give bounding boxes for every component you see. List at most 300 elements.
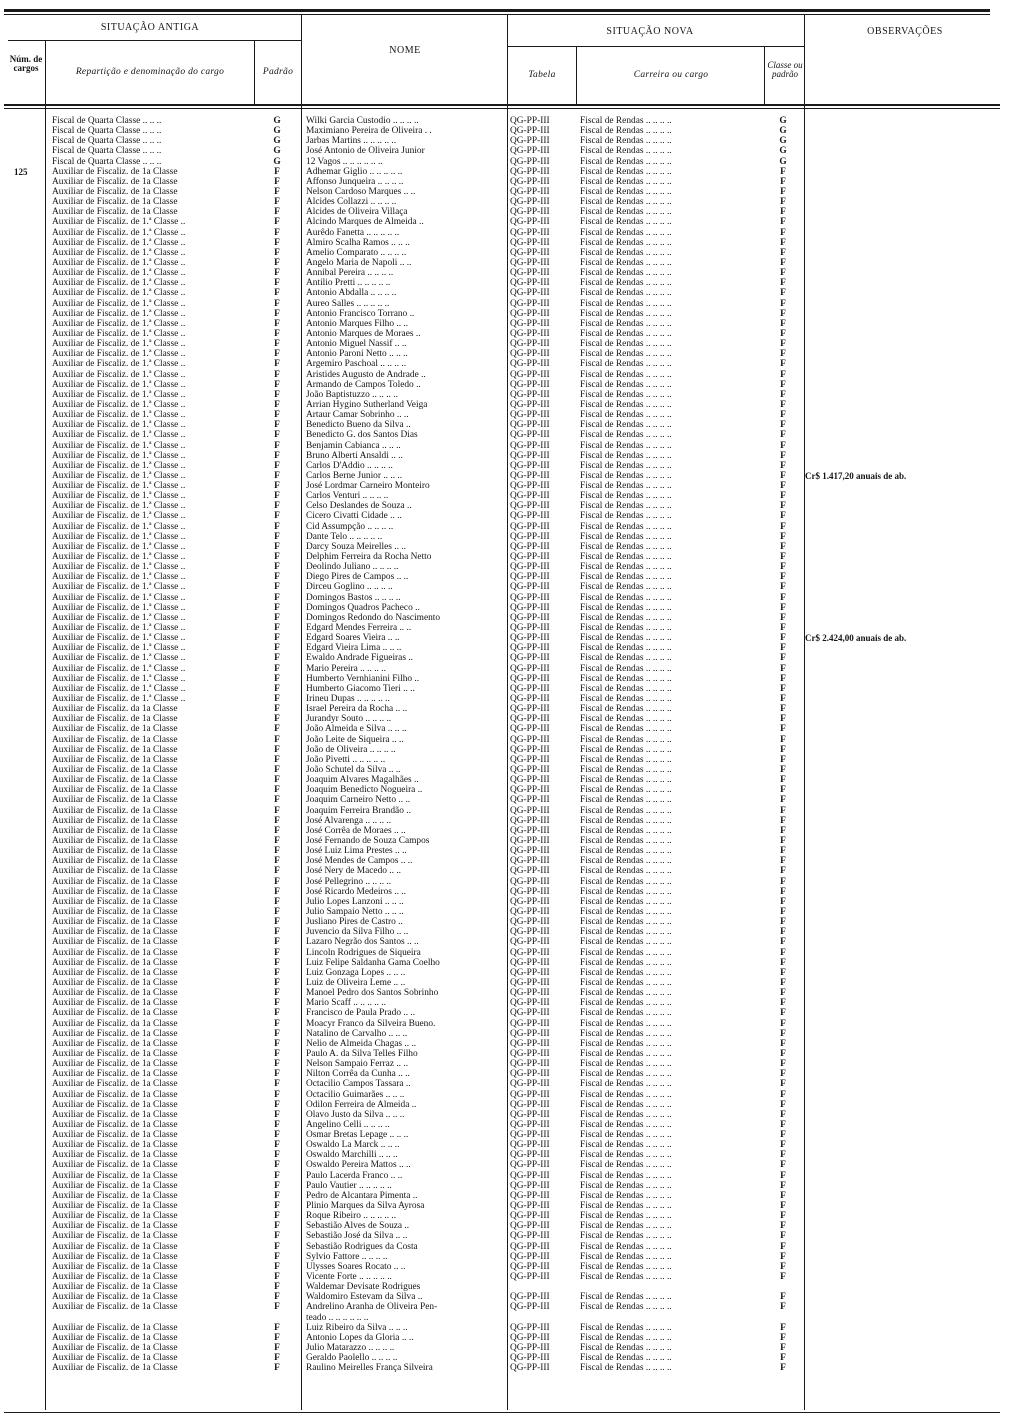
cell-cargo: Auxiliar de Fiscaliz. de 1a Classe [52, 765, 178, 775]
cell-classe: G [779, 116, 787, 126]
cell-padrao: F [274, 704, 280, 715]
cell-padrao: F [274, 653, 280, 664]
table-row [0, 1252, 1032, 1262]
cell-tabela: QG-PP-III [510, 988, 550, 999]
cell-nome: Artaur Camar Sobrinho .. .. [306, 410, 409, 421]
cell-padrao: F [274, 1180, 280, 1191]
cell-carreira: Fiscal de Rendas .. .. .. .. [580, 1048, 672, 1059]
cell-padrao: F [274, 176, 280, 187]
cell-padrao: F [274, 582, 280, 593]
cell-padrao: F [274, 481, 280, 492]
table-row [0, 1333, 1032, 1343]
cell-cargo: Auxiliar de Fiscaliz. de 1a Classe [52, 1322, 178, 1333]
cell-carreira: Fiscal de Rendas .. .. .. .. [580, 1231, 672, 1242]
cell-padrao: F [274, 612, 280, 623]
cell-classe: F [780, 197, 786, 208]
cell-carreira: Fiscal de Rendas .. .. .. .. [580, 592, 672, 603]
top-rule [4, 9, 990, 12]
cell-cargo: Auxiliar de Fiscaliz. de 1a Classe [52, 734, 178, 745]
cell-padrao: F [274, 724, 280, 735]
table-row [0, 390, 1032, 400]
cell-padrao: F [274, 562, 280, 573]
cell-cargo: Auxiliar de Fiscaliz. de 1.ª Classe .. [52, 430, 186, 441]
cell-classe: F [780, 714, 786, 725]
cell-cargo: Fiscal de Quarta Classe .. .. .. [52, 136, 162, 147]
cell-nome: José Corrêa de Moraes .. .. [306, 825, 406, 836]
cell-tabela: QG-PP-III [510, 552, 550, 563]
cell-padrao: F [274, 744, 280, 755]
cell-carreira: Fiscal de Rendas .. .. .. .. [580, 146, 672, 157]
cell-nome: Amelio Comparato .. .. .. .. [306, 247, 407, 258]
cell-cargo: Auxiliar de Fiscaliz. de 1a Classe [52, 1069, 178, 1080]
cell-padrao: F [274, 1150, 280, 1161]
cell-tabela: QG-PP-III [510, 349, 550, 360]
table-row [0, 704, 1032, 714]
cell-cargo: Auxiliar de Fiscaliz. de 1a Classe [52, 1038, 178, 1049]
cell-padrao: F [274, 349, 280, 360]
cell-cargo: Auxiliar de Fiscaliz. de 1.ª Classe .. [52, 562, 186, 573]
cell-cargo: Auxiliar de Fiscaliz. de 1a Classe [52, 1241, 178, 1252]
cell-classe: F [780, 460, 786, 471]
cell-padrao: F [274, 866, 280, 877]
cell-padrao: F [274, 1059, 280, 1070]
col-line-carreira [764, 46, 765, 104]
cell-nome: Armando de Campos Toledo .. [306, 379, 421, 390]
cell-padrao: F [274, 1302, 280, 1313]
cell-tabela: QG-PP-III [510, 389, 550, 400]
table-row [0, 167, 1032, 177]
cell-tabela: QG-PP-III [510, 957, 550, 968]
cell-classe: F [780, 1201, 786, 1212]
table-row [0, 1039, 1032, 1049]
cell-classe: G [779, 156, 787, 167]
table-row [0, 785, 1032, 795]
cell-padrao: F [274, 775, 280, 786]
cell-cargo: Auxiliar de Fiscaliz. de 1.ª Classe .. [52, 278, 186, 289]
cell-cargo: Auxiliar de Fiscaliz. de 1a Classe [52, 1150, 178, 1161]
cell-tabela: QG-PP-III [510, 1190, 550, 1201]
table-row [0, 1221, 1032, 1231]
cell-tabela: QG-PP-III [510, 967, 550, 978]
table-row [0, 1171, 1032, 1181]
cell-classe: F [780, 1099, 786, 1110]
cell-padrao: F [274, 1190, 280, 1201]
cell-tabela: QG-PP-III [510, 1363, 550, 1374]
cell-nome: Carlos D'Addio .. .. .. .. [306, 460, 393, 471]
cell-tabela: QG-PP-III [510, 430, 550, 441]
cell-carreira: Fiscal de Rendas .. .. .. .. [580, 927, 672, 938]
cell-cargo: Auxiliar de Fiscaliz. de 1a Classe [52, 815, 178, 826]
cell-carreira: Fiscal de Rendas .. .. .. .. [580, 116, 672, 126]
cell-cargo: Auxiliar de Fiscaliz. de 1.ª Classe .. [52, 633, 186, 644]
cell-classe: F [780, 562, 786, 573]
cell-padrao: F [274, 1099, 280, 1110]
cell-padrao: F [274, 633, 280, 644]
cell-padrao: F [274, 977, 280, 988]
cell-cargo: Auxiliar de Fiscaliz. de 1.ª Classe .. [52, 389, 186, 400]
cell-nome: Nelson Cardoso Marques .. .. [306, 186, 416, 197]
cell-padrao: F [274, 927, 280, 938]
cell-classe: F [780, 906, 786, 917]
cell-nome: Ewaldo Andrade Figueiras .. [306, 653, 414, 664]
cell-cargo: Auxiliar de Fiscaliz. de 1.ª Classe .. [52, 531, 186, 542]
cell-classe: F [780, 1292, 786, 1303]
cell-carreira: Fiscal de Rendas .. .. .. .. [580, 288, 672, 299]
cell-tabela: QG-PP-III [510, 866, 550, 877]
table-row [0, 288, 1032, 298]
header-subrule-antiga [8, 40, 302, 41]
cell-cargo: Auxiliar de Fiscaliz. de 1.ª Classe .. [52, 399, 186, 410]
cell-cargo: Auxiliar de Fiscaliz. de 1a Classe [52, 1099, 178, 1110]
cell-tabela: QG-PP-III [510, 1028, 550, 1039]
table-row [0, 1029, 1032, 1039]
table-row [0, 562, 1032, 572]
cell-padrao: F [274, 247, 280, 258]
cell-padrao: G [273, 116, 281, 126]
cell-cargo: Auxiliar de Fiscaliz. de 1a Classe [52, 754, 178, 765]
table-row [0, 1090, 1032, 1100]
cell-carreira: Fiscal de Rendas .. .. .. .. [580, 1099, 672, 1110]
cell-carreira: Fiscal de Rendas .. .. .. .. [580, 937, 672, 948]
cell-padrao: F [274, 785, 280, 796]
cell-carreira: Fiscal de Rendas .. .. .. .. [580, 399, 672, 410]
cell-carreira: Fiscal de Rendas .. .. .. .. [580, 1109, 672, 1120]
cell-tabela: QG-PP-III [510, 460, 550, 471]
cell-nome: Lincoln Rodrigues de Siqueira [306, 947, 421, 958]
cell-tabela: QG-PP-III [510, 785, 550, 796]
table-row [0, 1049, 1032, 1059]
table-row [0, 116, 1032, 126]
cell-carreira: Fiscal de Rendas .. .. .. .. [580, 1170, 672, 1181]
table-row [0, 441, 1032, 451]
cell-padrao: F [274, 308, 280, 319]
table-row [0, 1262, 1032, 1272]
cell-tabela: QG-PP-III [510, 1079, 550, 1090]
cell-carreira: Fiscal de Rendas .. .. .. .. [580, 450, 672, 461]
table-row [0, 1191, 1032, 1201]
cell-cargo: Auxiliar de Fiscaliz. de 1a Classe [52, 1059, 178, 1070]
cell-nome: José Alvarenga .. .. .. .. [306, 815, 392, 826]
cell-tabela: QG-PP-III [510, 1140, 550, 1151]
cell-carreira: Fiscal de Rendas .. .. .. .. [580, 257, 672, 268]
table-row [0, 400, 1032, 410]
table-row [0, 481, 1032, 491]
cell-padrao: F [274, 734, 280, 745]
cell-padrao: F [274, 288, 280, 299]
cell-carreira: Fiscal de Rendas .. .. .. .. [580, 1302, 672, 1313]
cell-carreira: Fiscal de Rendas .. .. .. .. [580, 623, 672, 634]
cell-classe: G [779, 136, 787, 147]
cell-cargo: Auxiliar de Fiscaliz. de 1a Classe [52, 1282, 178, 1293]
header-reparticao: Repartição e denominação do cargo [75, 67, 225, 77]
cell-cargo: Auxiliar de Fiscaliz. de 1a Classe [52, 795, 178, 806]
cell-cargo: Auxiliar de Fiscaliz. de 1a Classe [52, 1008, 178, 1019]
cell-cargo: Auxiliar de Fiscaliz. de 1a Classe [52, 1190, 178, 1201]
cell-tabela: QG-PP-III [510, 754, 550, 765]
cell-carreira: Fiscal de Rendas .. .. .. .. [580, 410, 672, 421]
cell-classe: F [780, 491, 786, 502]
table-row [0, 1140, 1032, 1150]
cell-nome: Domingos Bastos .. .. .. .. [306, 592, 401, 603]
cell-classe: F [780, 1059, 786, 1070]
cell-carreira: Fiscal de Rendas .. .. .. .. [580, 1008, 672, 1019]
cell-cargo: Auxiliar de Fiscaliz. de 1.ª Classe .. [52, 612, 186, 623]
table-row [0, 765, 1032, 775]
cell-carreira: Fiscal de Rendas .. .. .. .. [580, 501, 672, 512]
cell-carreira: Fiscal de Rendas .. .. .. .. [580, 197, 672, 208]
cell-classe: F [780, 1272, 786, 1283]
cell-tabela: QG-PP-III [510, 278, 550, 289]
table-row [0, 299, 1032, 309]
cell-carreira: Fiscal de Rendas .. .. .. .. [580, 714, 672, 725]
cell-carreira: Fiscal de Rendas .. .. .. .. [580, 886, 672, 897]
cell-cargo: Auxiliar de Fiscaliz. de 1.ª Classe .. [52, 470, 186, 481]
cell-nome: Oswaldo La Marck .. .. .. [306, 1140, 400, 1151]
cell-padrao: F [274, 1272, 280, 1283]
cell-nome: Argemiro Paschoal .. .. .. .. [306, 359, 407, 370]
cell-classe: F [780, 1363, 786, 1374]
cell-carreira: Fiscal de Rendas .. .. .. .. [580, 1241, 672, 1252]
table-row [0, 197, 1032, 207]
cell-tabela: QG-PP-III [510, 947, 550, 958]
cell-cargo: Auxiliar de Fiscaliz. de 1a Classe [52, 1130, 178, 1141]
cell-nome: Mario Pereira .. .. .. .. [306, 663, 386, 674]
cell-carreira: Fiscal de Rendas .. .. .. .. [580, 957, 672, 968]
cell-nome: Israel Pereira da Rocha .. .. [306, 704, 408, 715]
cell-carreira: Fiscal de Rendas .. .. .. .. [580, 947, 672, 958]
cell-carreira: Fiscal de Rendas .. .. .. .. [580, 298, 672, 309]
cell-padrao: F [274, 714, 280, 725]
cell-padrao: F [274, 207, 280, 218]
cell-carreira: Fiscal de Rendas .. .. .. .. [580, 744, 672, 755]
cell-carreira: Fiscal de Rendas .. .. .. .. [580, 1180, 672, 1191]
cell-padrao: F [274, 602, 280, 613]
cell-padrao: F [274, 592, 280, 603]
cell-carreira: Fiscal de Rendas .. .. .. .. [580, 1201, 672, 1212]
cell-tabela: QG-PP-III [510, 856, 550, 867]
cell-carreira: Fiscal de Rendas .. .. .. .. [580, 227, 672, 238]
cell-carreira: Fiscal de Rendas .. .. .. .. [580, 775, 672, 786]
cell-cargo: Auxiliar de Fiscaliz. de 1a Classe [52, 1119, 178, 1130]
cell-nome: Arrian Hygino Sutherland Veiga [306, 399, 428, 410]
cell-classe: F [780, 795, 786, 806]
cell-carreira: Fiscal de Rendas .. .. .. .. [580, 1221, 672, 1232]
cell-carreira: Fiscal de Rendas .. .. .. .. [580, 815, 672, 826]
cell-carreira: Fiscal de Rendas .. .. .. .. [580, 704, 672, 715]
cell-classe: F [780, 541, 786, 552]
cell-nome: Luiz Felipe Saldanha Gama Coelho [306, 957, 440, 968]
cell-classe: F [780, 1079, 786, 1090]
cell-padrao: F [274, 663, 280, 674]
table-row [0, 927, 1032, 937]
cell-carreira: Fiscal de Rendas .. .. .. .. [580, 460, 672, 471]
table-row [0, 471, 1032, 481]
cell-carreira: Fiscal de Rendas .. .. .. .. [580, 1332, 672, 1343]
cell-carreira: Fiscal de Rendas .. .. .. .. [580, 846, 672, 857]
cell-nome: Irineu Dupas .. .. .. .. .. [306, 694, 390, 705]
cell-classe: F [780, 835, 786, 846]
cell-carreira: Fiscal de Rendas .. .. .. .. [580, 217, 672, 228]
table-row [0, 897, 1032, 907]
cell-carreira: Fiscal de Rendas .. .. .. .. [580, 795, 672, 806]
cell-tabela: QG-PP-III [510, 1119, 550, 1130]
cell-classe: F [780, 511, 786, 522]
table-row [0, 684, 1032, 694]
cell-padrao: F [274, 947, 280, 958]
cell-padrao: F [274, 1069, 280, 1080]
cell-cargo: Auxiliar de Fiscaliz. de 1.ª Classe .. [52, 653, 186, 664]
cell-tabela: QG-PP-III [510, 825, 550, 836]
table-row [0, 664, 1032, 674]
cell-classe: F [780, 623, 786, 634]
cell-nome: Pedro de Alcantara Pimenta .. [306, 1190, 418, 1201]
cell-classe: F [780, 1170, 786, 1181]
cell-tabela: QG-PP-III [510, 1353, 550, 1364]
cell-nome: Angelo Maria de Napoli .. .. [306, 257, 412, 268]
cell-nome: Antonio Marques de Moraes .. [306, 328, 421, 339]
cell-tabela: QG-PP-III [510, 511, 550, 522]
cell-tabela: QG-PP-III [510, 653, 550, 664]
table-row [0, 613, 1032, 623]
cell-padrao: F [274, 1363, 280, 1374]
cell-padrao: F [274, 694, 280, 705]
cell-cargo: Auxiliar de Fiscaliz. de 1.ª Classe .. [52, 623, 186, 634]
cell-padrao: F [274, 998, 280, 1009]
cell-classe: F [780, 268, 786, 279]
cell-carreira: Fiscal de Rendas .. .. .. .. [580, 207, 672, 218]
cell-padrao: F [274, 795, 280, 806]
table-row [0, 755, 1032, 765]
cell-nome: Sebastião Alves de Souza .. [306, 1221, 410, 1232]
cell-padrao: F [274, 186, 280, 197]
cell-classe: F [780, 633, 786, 644]
cell-cargo: Auxiliar de Fiscaliz. de 1.ª Classe .. [52, 339, 186, 350]
cell-nome: Paulo Lacerda Franco .. .. [306, 1170, 403, 1181]
cell-cargo: Auxiliar de Fiscaliz. de 1.ª Classe .. [52, 582, 186, 593]
cell-classe: F [780, 754, 786, 765]
table-row [0, 1272, 1032, 1282]
cell-nome: Alcides Collazzi .. .. .. .. [306, 197, 397, 208]
table-row [0, 572, 1032, 582]
cell-obs: Cr$ 2.424,00 anuais de ab. [805, 633, 907, 644]
cell-tabela: QG-PP-III [510, 633, 550, 644]
cell-cargo: Auxiliar de Fiscaliz. de 1a Classe [52, 886, 178, 897]
cell-nome: Humberto Vernhianini Filho .. [306, 673, 420, 684]
cell-nome: Andrelino Aranha de Oliveira Pen- [306, 1302, 438, 1313]
cell-tabela: QG-PP-III [510, 217, 550, 228]
cell-carreira: Fiscal de Rendas .. .. .. .. [580, 906, 672, 917]
cell-nome: Octacilio Guimarães .. .. .. [306, 1089, 405, 1100]
cell-tabela: QG-PP-III [510, 116, 550, 126]
cell-padrao: F [274, 430, 280, 441]
cell-nome: Oswaldo Pereira Mattos .. .. [306, 1160, 411, 1171]
table-row [0, 694, 1032, 704]
cell-padrao: F [274, 298, 280, 309]
cell-cargo: Auxiliar de Fiscaliz. de 1.ª Classe .. [52, 268, 186, 279]
cell-classe: F [780, 257, 786, 268]
cell-classe: F [780, 207, 786, 218]
cell-padrao: G [273, 136, 281, 147]
table-row [0, 268, 1032, 278]
cell-carreira: Fiscal de Rendas .. .. .. .. [580, 998, 672, 1009]
cell-classe: F [780, 1343, 786, 1354]
cell-carreira: Fiscal de Rendas .. .. .. .. [580, 1190, 672, 1201]
cell-cargo: Fiscal de Quarta Classe .. .. .. [52, 116, 162, 126]
cell-classe: F [780, 673, 786, 684]
table-row [0, 532, 1032, 542]
cell-cargo: Auxiliar de Fiscaliz. de 1.ª Classe .. [52, 298, 186, 309]
cell-classe: F [780, 1119, 786, 1130]
cell-nome: Paulo Vautier .. .. .. .. .. [306, 1180, 392, 1191]
cell-nome: João Schutel da Silva .. .. [306, 765, 401, 775]
cell-tabela: QG-PP-III [510, 1251, 550, 1262]
cell-carreira: Fiscal de Rendas .. .. .. .. [580, 369, 672, 380]
cell-carreira: Fiscal de Rendas .. .. .. .. [580, 156, 672, 167]
cell-tabela: QG-PP-III [510, 1008, 550, 1019]
table-row [0, 1120, 1032, 1130]
cell-carreira: Fiscal de Rendas .. .. .. .. [580, 1160, 672, 1171]
cell-classe: F [780, 1140, 786, 1151]
cell-carreira: Fiscal de Rendas .. .. .. .. [580, 1150, 672, 1161]
cell-padrao: F [274, 673, 280, 684]
cell-tabela: QG-PP-III [510, 582, 550, 593]
cell-padrao: F [274, 1140, 280, 1151]
table-row [0, 136, 1032, 146]
cell-classe: F [780, 247, 786, 258]
cell-classe: F [780, 359, 786, 370]
col-line-cargo [254, 40, 255, 104]
cell-cargo: Auxiliar de Fiscaliz. de 1.ª Classe .. [52, 349, 186, 360]
cell-classe: F [780, 876, 786, 887]
cell-carreira: Fiscal de Rendas .. .. .. .. [580, 1322, 672, 1333]
cell-tabela: QG-PP-III [510, 937, 550, 948]
cell-classe: F [780, 278, 786, 289]
cell-nome: Dirceu Goglino .. .. .. .. [306, 582, 393, 593]
header-nome: NOME [389, 45, 421, 56]
cell-nome: Sebastião José da Silva .. .. [306, 1231, 408, 1242]
table-row [0, 806, 1032, 816]
cell-padrao: G [273, 156, 281, 167]
header-num-cargos: Núm. de cargos [9, 54, 43, 73]
cell-classe: F [780, 176, 786, 187]
cell-cargo: Auxiliar de Fiscaliz. de 1.ª Classe .. [52, 673, 186, 684]
cell-tabela: QG-PP-III [510, 359, 550, 370]
table-row [0, 258, 1032, 268]
cell-nome: Mario Scaff .. .. .. .. .. [306, 998, 387, 1009]
cell-padrao: F [274, 1048, 280, 1059]
cell-carreira: Fiscal de Rendas .. .. .. .. [580, 1363, 672, 1374]
cell-classe: F [780, 552, 786, 563]
cell-nome: Edgard Vieira Lima .. .. .. [306, 643, 402, 654]
cell-cargo: Auxiliar de Fiscaliz. de 1a Classe [52, 835, 178, 846]
cell-nome: Moacyr Franco da Silveira Bueno. [306, 1018, 436, 1029]
cell-classe: F [780, 440, 786, 451]
table-row [0, 887, 1032, 897]
cell-nome: José Luiz Lima Prestes .. .. [306, 846, 407, 857]
cell-nome: Waldomiro Estevam da Silva .. [306, 1292, 423, 1303]
cell-classe: G [779, 126, 787, 137]
cell-padrao: F [274, 1241, 280, 1252]
cell-tabela: QG-PP-III [510, 1201, 550, 1212]
col-line-tabela [576, 46, 577, 104]
table-row [0, 1353, 1032, 1363]
table-row [0, 917, 1032, 927]
cell-carreira: Fiscal de Rendas .. .. .. .. [580, 896, 672, 907]
cell-classe: F [780, 227, 786, 238]
cell-carreira: Fiscal de Rendas .. .. .. .. [580, 694, 672, 705]
cell-padrao: F [274, 1231, 280, 1242]
cell-classe: F [780, 653, 786, 664]
